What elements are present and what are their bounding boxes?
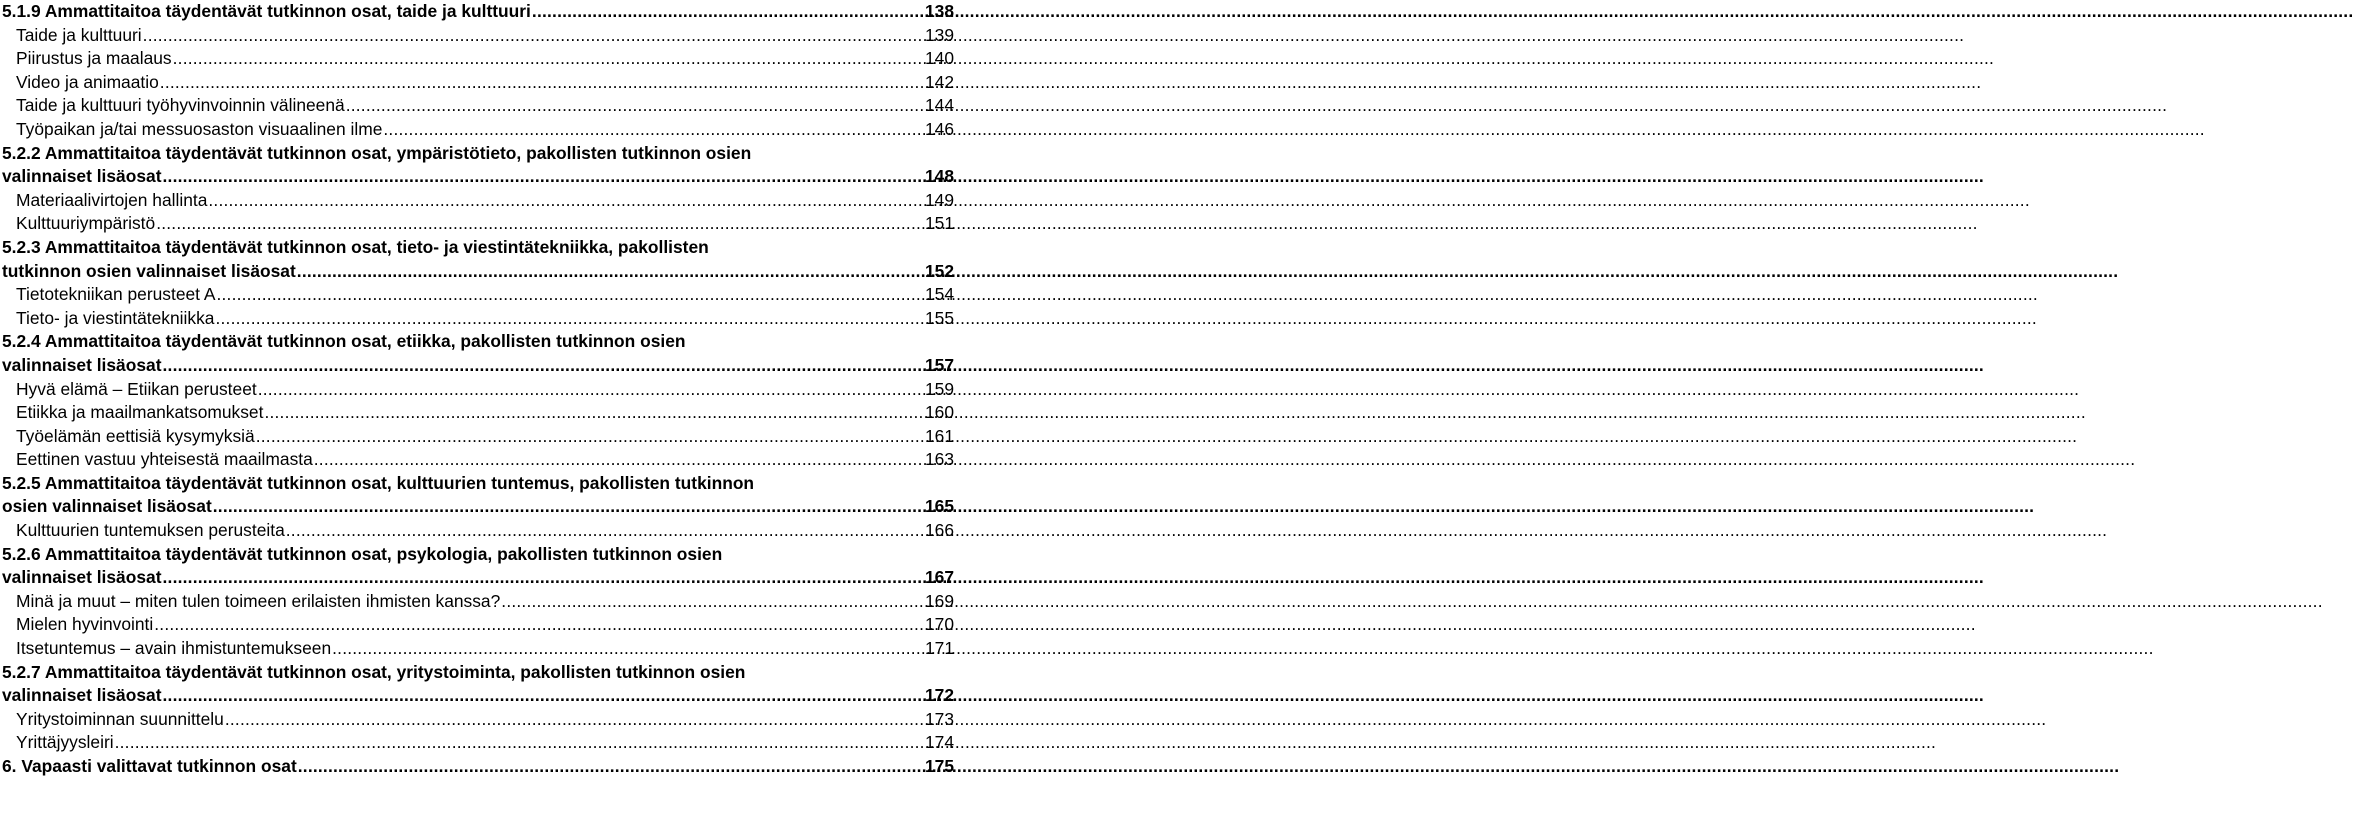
dot-leader — [532, 0, 923, 24]
dot-leader — [208, 189, 923, 213]
toc-page-number: 144 — [924, 95, 954, 116]
toc-entry-title: valinnaiset lisäosat — [2, 166, 162, 187]
toc-entry-title: Tieto- ja viestintätekniikka — [16, 307, 215, 328]
toc-entry-title: valinnaiset lisäosat — [2, 354, 162, 375]
toc-entry-title: Työpaikan ja/tai messuosaston visuaalinen ilme — [16, 118, 383, 139]
toc-entry-title: Video ja animaatio — [16, 71, 159, 92]
toc-subentry[interactable] — [0, 613, 954, 637]
dot-leader — [258, 378, 923, 402]
dot-leader — [225, 708, 923, 732]
toc-entry-title: Taide ja kulttuuri — [16, 24, 142, 45]
toc-entry-title: Taide ja kulttuuri työhyvinvoinnin välineenä — [16, 95, 345, 116]
dot-leader — [256, 425, 923, 449]
toc-subentry[interactable] — [0, 118, 954, 142]
toc-page-number: 157 — [924, 354, 954, 375]
toc-subentry[interactable] — [0, 590, 954, 614]
toc-entry-title: Yrittäjyysleiri — [16, 732, 114, 753]
toc-entry-title: osien valinnaiset lisäosat — [2, 496, 212, 517]
toc-subentry[interactable] — [0, 425, 954, 449]
dot-leader — [160, 71, 923, 95]
toc-subentry[interactable] — [0, 47, 954, 71]
dot-leader — [383, 118, 923, 142]
toc-page-number: 142 — [924, 71, 954, 92]
toc-page-number: 172 — [924, 685, 954, 706]
toc-heading-entry[interactable] — [0, 684, 954, 708]
dot-leader — [163, 354, 923, 378]
dot-leader — [332, 637, 923, 661]
dot-leader — [143, 24, 923, 48]
toc-heading-entry[interactable] — [0, 495, 954, 519]
toc-heading-entry[interactable] — [0, 755, 954, 779]
toc-page-number: 148 — [924, 166, 954, 187]
toc-heading-entry[interactable] — [0, 260, 954, 284]
toc-subentry[interactable] — [0, 378, 954, 402]
toc-subentry[interactable] — [0, 519, 954, 543]
toc-entry-title: Eettinen vastuu yhteisestä maailmasta — [16, 449, 313, 470]
toc-entry-title: valinnaiset lisäosat — [2, 685, 162, 706]
toc-page-number: 140 — [924, 48, 954, 69]
toc-page-number: 138 — [924, 1, 954, 21]
toc-subentry[interactable] — [0, 189, 954, 213]
toc-page-number: 155 — [924, 307, 954, 328]
toc-subentry[interactable] — [0, 283, 954, 307]
dot-leader — [346, 94, 923, 118]
toc-subentry[interactable] — [0, 94, 954, 118]
toc-page-number: 174 — [924, 732, 954, 753]
toc-entry-title: Materiaalivirtojen hallinta — [16, 189, 208, 210]
dot-leader — [216, 283, 923, 307]
toc-page-number: 171 — [924, 638, 954, 659]
toc-entry-title: 5.1.9 Ammattitaitoa täydentävät tutkinnon osat, taide ja kulttuuri — [2, 1, 531, 21]
toc-entry-title: Hyvä elämä – Etiikan perusteet — [16, 378, 257, 399]
toc-entry-title: 6. Vapaasti valittavat tutkinnon osat — [2, 756, 297, 776]
toc-entry-title: Kulttuurien tuntemuksen perusteita — [16, 520, 285, 541]
toc-heading-line[interactable]: 5.2.4 Ammattitaitoa täydentävät tutkinnon osat, etiikka, pakollisten tutkinnon osien — [2, 331, 686, 352]
dot-leader — [297, 260, 923, 284]
toc-page-number: 149 — [924, 189, 954, 210]
toc-page-number: 163 — [924, 449, 954, 470]
toc-heading-line[interactable]: 5.2.2 Ammattitaitoa täydentävät tutkinnon osat, ympäristötieto, pakollisten tutkinnon osien — [2, 142, 752, 163]
dot-leader — [115, 731, 923, 755]
toc-page-number: 167 — [924, 567, 954, 588]
toc-page-number: 169 — [924, 590, 954, 611]
toc-entry-title: Tietotekniikan perusteet A — [16, 284, 216, 305]
toc-heading-entry[interactable] — [0, 165, 954, 189]
toc-heading-line[interactable]: 5.2.6 Ammattitaitoa täydentävät tutkinnon osat, psykologia, pakollisten tutkinnon osien — [2, 543, 723, 564]
toc-page-number: 160 — [924, 402, 954, 423]
toc-page-number: 139 — [924, 24, 954, 45]
dot-leader — [314, 448, 923, 472]
toc-entry-title: Mielen hyvinvointi — [16, 614, 154, 635]
dot-leader — [163, 566, 923, 590]
table-of-contents — [0, 0, 960, 830]
toc-subentry[interactable] — [0, 708, 954, 732]
dot-leader — [154, 613, 923, 637]
toc-entry-title: Etiikka ja maailmankatsomukset — [16, 402, 264, 423]
toc-page-number: 159 — [924, 378, 954, 399]
dot-leader — [286, 519, 923, 543]
toc-entry-title: Piirustus ja maalaus — [16, 48, 172, 69]
toc-entry-title: Kulttuuriympäristö — [16, 213, 156, 234]
toc-page-number: 151 — [924, 213, 954, 234]
toc-heading-entry[interactable] — [0, 566, 954, 590]
toc-entry-title: valinnaiset lisäosat — [2, 567, 162, 588]
toc-page-number: 146 — [924, 118, 954, 139]
dot-leader — [501, 590, 923, 614]
toc-subentry[interactable] — [0, 731, 954, 755]
toc-subentry[interactable] — [0, 71, 954, 95]
toc-subentry[interactable] — [0, 24, 954, 48]
toc-heading-entry[interactable] — [0, 354, 954, 378]
toc-page-number: 170 — [924, 614, 954, 635]
toc-page-number: 173 — [924, 708, 954, 729]
toc-page-number: 166 — [924, 520, 954, 541]
toc-page-number: 175 — [924, 756, 954, 776]
toc-entry-title: Yritystoiminnan suunnittelu — [16, 708, 224, 729]
dot-leader — [163, 165, 923, 189]
toc-page-number: 152 — [924, 260, 954, 281]
toc-page-number: 154 — [924, 284, 954, 305]
toc-entry-title: Minä ja muut – miten tulen toimeen erilaisten ihmisten kanssa? — [16, 590, 501, 611]
toc-subentry[interactable] — [0, 637, 954, 661]
toc-page-number: 165 — [924, 496, 954, 517]
dot-leader — [213, 495, 923, 519]
toc-heading-line[interactable]: 5.2.7 Ammattitaitoa täydentävät tutkinnon osat, yritystoiminta, pakollisten tutkinnon osien — [2, 661, 746, 682]
toc-subentry[interactable] — [0, 212, 954, 236]
toc-heading-line[interactable]: 5.2.5 Ammattitaitoa täydentävät tutkinnon osat, kulttuurien tuntemus, pakollisten tutkinnon — [2, 472, 755, 493]
toc-entry-title: Työelämän eettisiä kysymyksiä — [16, 425, 255, 446]
dot-leader — [298, 755, 923, 779]
toc-heading-entry[interactable] — [0, 0, 954, 24]
dot-leader — [264, 401, 923, 425]
toc-heading-line[interactable]: 5.2.3 Ammattitaitoa täydentävät tutkinnon osat, tieto- ja viestintätekniikka, pakollisten — [2, 236, 709, 257]
dot-leader — [163, 684, 923, 708]
toc-entry-title: Itsetuntemus – avain ihmistuntemukseen — [16, 638, 332, 659]
dot-leader — [215, 307, 923, 331]
toc-page-number: 161 — [924, 425, 954, 446]
toc-subentry[interactable] — [0, 307, 954, 331]
toc-subentry[interactable] — [0, 448, 954, 472]
toc-subentry[interactable] — [0, 401, 954, 425]
dot-leader — [156, 212, 923, 236]
toc-entry-title: tutkinnon osien valinnaiset lisäosat — [2, 260, 296, 281]
dot-leader — [173, 47, 923, 71]
